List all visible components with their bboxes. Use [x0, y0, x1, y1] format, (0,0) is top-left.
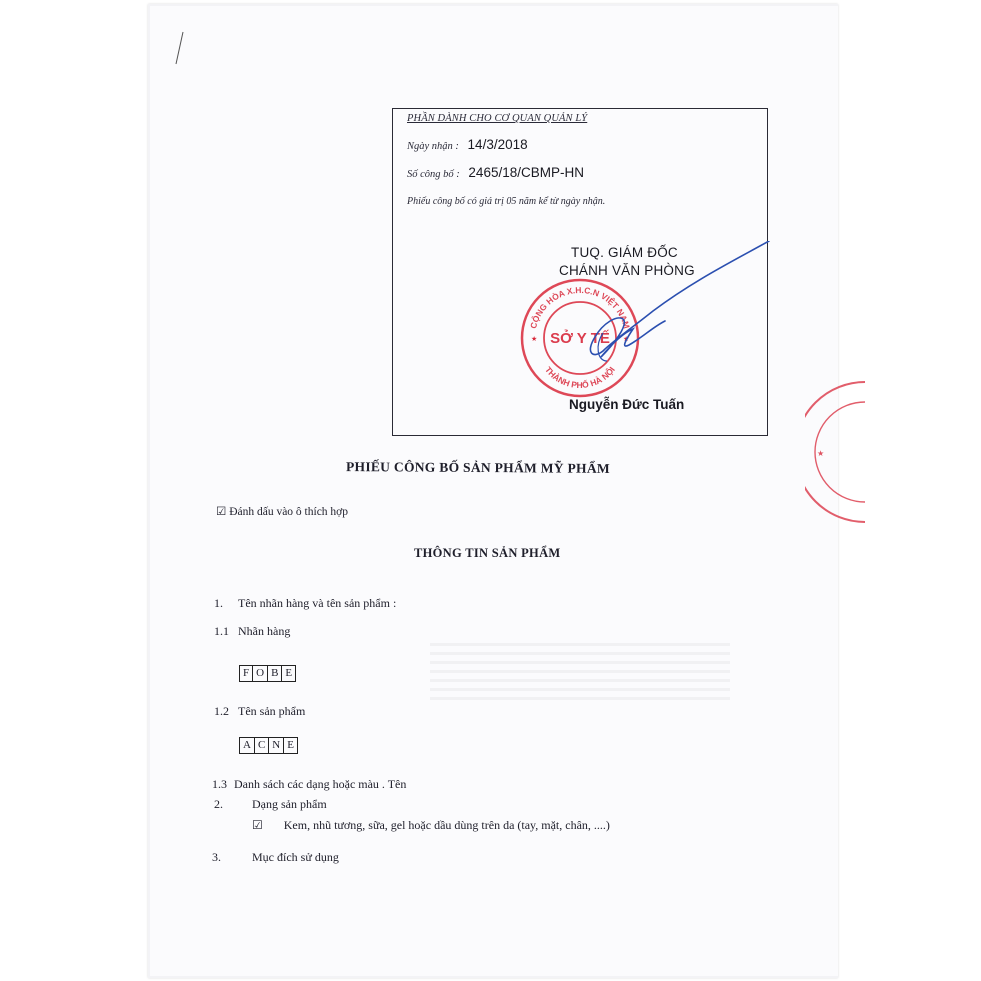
received-date-label: Ngày nhận :	[407, 141, 459, 152]
received-date-value: 14/3/2018	[467, 137, 528, 152]
brand-letter: O	[253, 666, 268, 681]
brand-letter-boxes	[239, 665, 296, 682]
announcement-number-row	[407, 165, 584, 180]
admin-section-box	[392, 108, 768, 436]
validity-note: Phiếu công bố có giá trị 05 năm kể từ ngày nhận.	[407, 196, 606, 207]
side-seal-fragment-icon	[805, 372, 865, 532]
seal-ring-bottom-text: THÀNH PHỐ HÀ NỘI	[543, 364, 617, 391]
sign-title-line1: TUQ. GIÁM ĐỐC	[571, 245, 678, 260]
document-title: PHIẾU CÔNG BỐ SẢN PHẨM MỸ PHẨM	[345, 459, 611, 476]
item-1-3-label: Danh sách các dạng hoặc màu . Tên	[234, 777, 407, 791]
announcement-number-label: Số công bố :	[407, 169, 460, 180]
announcement-number-value: 2465/18/CBMP-HN	[468, 165, 584, 180]
item-1-label: Tên nhãn hàng và tên sản phẩm :	[238, 596, 397, 610]
section-title: THÔNG TIN SẢN PHẨM	[414, 546, 561, 560]
item-1-2-label: Tên sản phẩm	[238, 704, 306, 718]
item-1-1-number: 1.1	[214, 624, 229, 638]
item-3-number: 3.	[212, 850, 221, 864]
signature-mark	[573, 241, 773, 371]
checkbox-checked-icon: ☑	[216, 506, 227, 518]
item-2-option-text: Kem, nhũ tương, sữa, gel hoặc dầu dùng trên da (tay, mặt, chân, ....)	[283, 818, 610, 832]
product-letter: C	[255, 738, 269, 753]
brand-letter: E	[285, 667, 293, 679]
sign-title-line2: CHÁNH VĂN PHÒNG	[559, 263, 695, 278]
signer-name: Nguyễn Đức Tuấn	[569, 397, 685, 412]
product-letter: N	[269, 738, 284, 753]
item-2-number: 2.	[214, 797, 223, 811]
item-3	[212, 850, 339, 865]
product-letter: A	[240, 738, 255, 753]
item-3-label: Mục đích sử dụng	[252, 850, 339, 864]
item-1-1-label: Nhãn hàng	[238, 624, 291, 638]
item-1-2-number: 1.2	[214, 704, 229, 718]
item-1-3-number: 1.3	[212, 777, 227, 791]
item-1-3	[212, 777, 406, 792]
check-instruction-text: Đánh dấu vào ô thích hợp	[229, 506, 349, 518]
svg-text:★: ★	[623, 335, 630, 343]
product-letter: E	[287, 739, 294, 751]
item-2	[214, 797, 327, 812]
seal-ring-top-text: CỘNG HÒA X.H.C.N VIỆT NAM	[528, 284, 632, 330]
bleed-through-texture	[430, 640, 730, 700]
brand-letter: F	[240, 666, 253, 681]
svg-text:★: ★	[817, 449, 825, 458]
item-1-number: 1.	[214, 596, 223, 610]
brand-letter: B	[268, 666, 282, 681]
item-1-2	[214, 704, 305, 719]
checkbox-checked-icon: ☑	[252, 818, 263, 832]
pen-mark-icon	[171, 30, 187, 66]
received-date-row	[407, 137, 528, 152]
item-2-label: Dạng sản phẩm	[252, 797, 327, 811]
check-instruction	[216, 504, 348, 518]
admin-section-title: PHẦN DÀNH CHO CƠ QUAN QUẢN LÝ	[407, 113, 588, 124]
seal-center-text: SỞ Y TẾ	[550, 330, 610, 347]
svg-text:★: ★	[531, 335, 538, 343]
item-2-option	[252, 818, 610, 833]
product-letter-boxes	[239, 737, 298, 754]
item-1	[214, 596, 396, 611]
item-1-1	[214, 624, 290, 639]
